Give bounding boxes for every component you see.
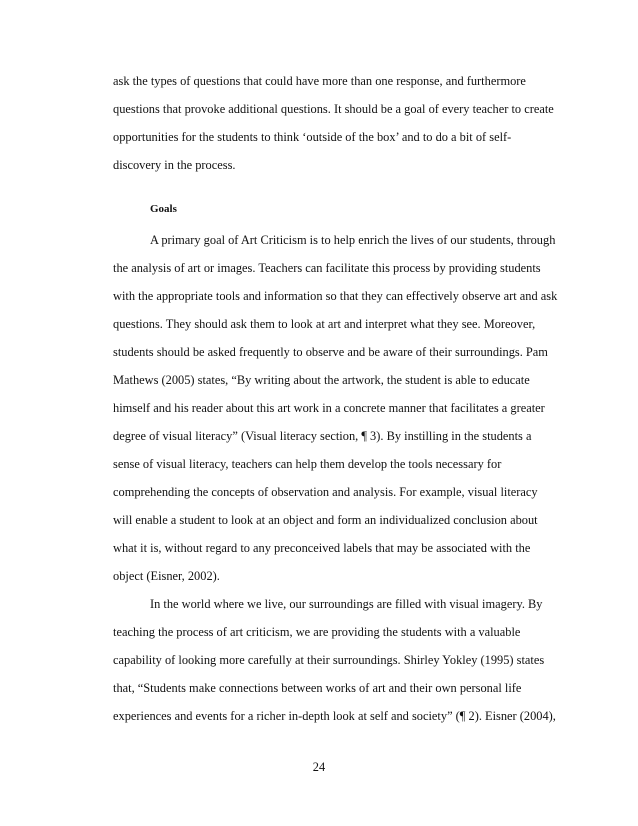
text-line: In the world where we live, our surroundings are filled with visual imagery. By <box>150 597 543 611</box>
text-line: discovery in the process. <box>113 158 236 172</box>
text-line: what it is, without regard to any preconceived labels that may be associated with the <box>113 541 531 555</box>
text-line: with the appropriate tools and information so that they can effectively observe art and ask <box>113 289 558 303</box>
text-line: Mathews (2005) states, “By writing about the artwork, the student is able to educate <box>113 373 530 387</box>
text-line: the analysis of art or images. Teachers can facilitate this process by providing students <box>113 261 541 275</box>
section-heading: Goals <box>150 203 177 215</box>
text-line: comprehending the concepts of observation and analysis. For example, visual literacy <box>113 485 538 499</box>
page-number: 24 <box>312 760 326 774</box>
text-line: questions that provoke additional questions. It should be a goal of every teacher to create <box>113 102 554 116</box>
text-line: experiences and events for a richer in-depth look at self and society” (¶ 2). Eisner (2004), <box>113 709 556 723</box>
text-line: ask the types of questions that could have more than one response, and furthermore <box>113 74 526 88</box>
text-line: teaching the process of art criticism, we are providing the students with a valuable <box>113 625 521 639</box>
text-line: sense of visual literacy, teachers can help them develop the tools necessary for <box>113 457 502 471</box>
text-line: students should be asked frequently to observe and be aware of their surroundings. Pam <box>113 345 548 359</box>
text-line: degree of visual literacy” (Visual literacy section, ¶ 3). By instilling in the students a <box>113 429 532 443</box>
text-line: questions. They should ask them to look at art and interpret what they see. Moreover, <box>113 317 536 331</box>
text-line: himself and his reader about this art work in a concrete manner that facilitates a greater <box>113 401 545 415</box>
text-line: opportunities for the students to think ‘outside of the box’ and to do a bit of self- <box>113 130 512 144</box>
text-line: A primary goal of Art Criticism is to help enrich the lives of our students, through <box>150 233 556 247</box>
text-line: capability of looking more carefully at their surroundings. Shirley Yokley (1995) states <box>113 653 545 667</box>
text-line: object (Eisner, 2002). <box>113 569 220 583</box>
text-line: that, “Students make connections between works of art and their own personal life <box>113 681 522 695</box>
text-line: will enable a student to look at an object and form an individualized conclusion about <box>113 513 538 527</box>
